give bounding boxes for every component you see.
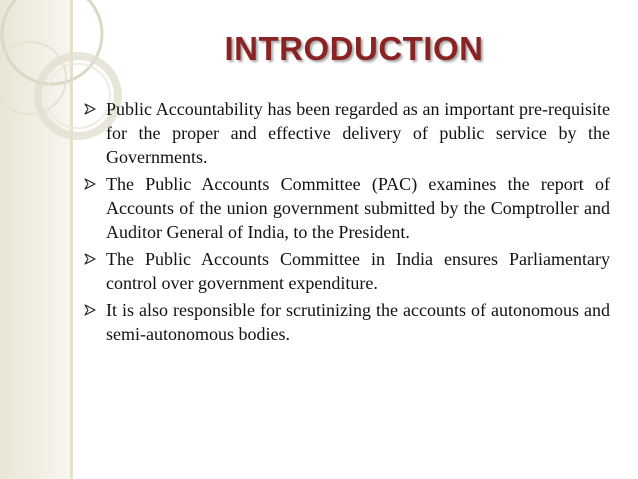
bullet-list [82, 97, 610, 349]
bullet-text: It is also responsible for scrutinizing the accounts of autonomous and semi-autonomous bodies. [106, 300, 610, 344]
bullet-item [82, 172, 610, 244]
slide-title: INTRODUCTION [224, 30, 484, 67]
arrow-bullet-icon [84, 178, 96, 190]
bullet-text: The Public Accounts Committee (PAC) examines the report of Accounts of the union government submitted by the Comptroller and Auditor General of India, to the President. [106, 174, 610, 242]
arrow-bullet-icon [84, 253, 96, 265]
arrow-bullet-icon [84, 304, 96, 316]
bullet-item [82, 97, 610, 169]
arrow-bullet-icon [84, 103, 96, 115]
bullet-item [82, 298, 610, 346]
bullet-item [82, 247, 610, 295]
bullet-text: Public Accountability has been regarded as an important pre-requisite for the proper and effective delivery of public service by the Governments. [106, 99, 610, 167]
bullet-text: The Public Accounts Committee in India ensures Parliamentary control over government expenditure. [106, 249, 610, 293]
